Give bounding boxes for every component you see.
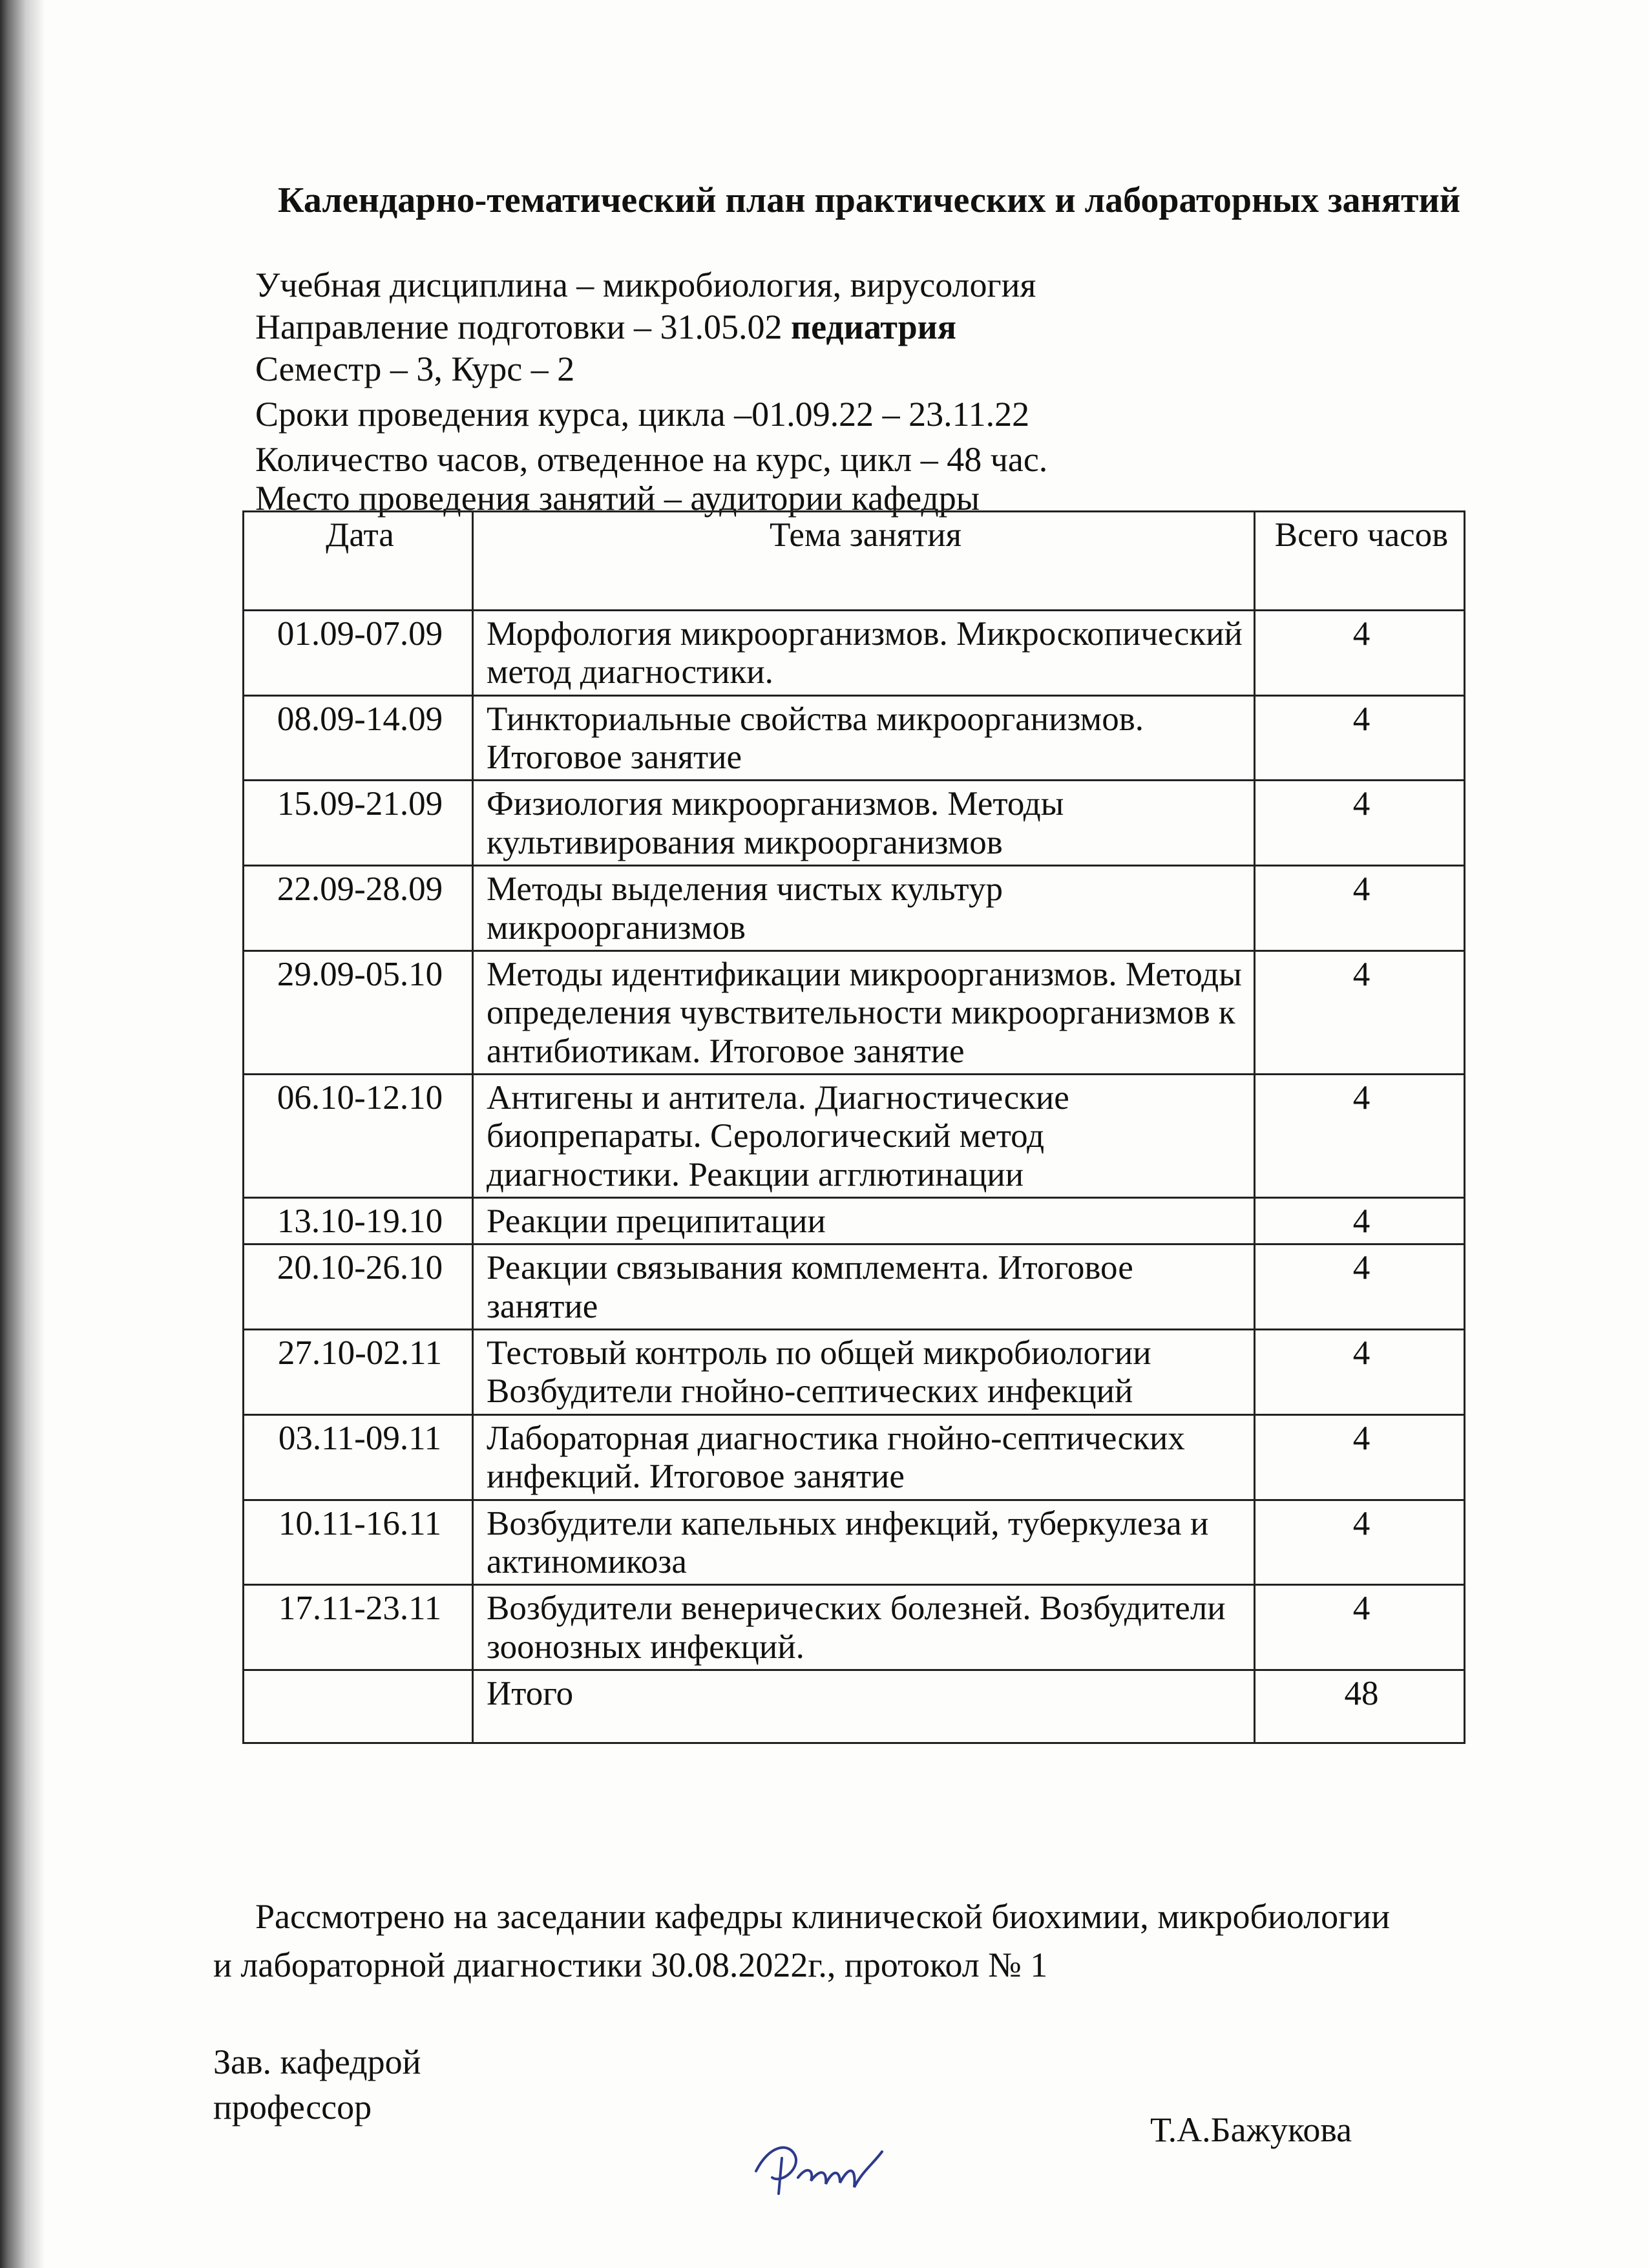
- hours-cell: 4: [1255, 866, 1465, 951]
- topic-cell: Реакции преципитации: [473, 1198, 1255, 1244]
- date-cell: 10.11-16.11: [244, 1500, 473, 1585]
- date-cell: 08.09-14.09: [244, 695, 473, 781]
- total-row: [244, 1670, 1465, 1743]
- direction-text: Направление подготовки – 31.05.02: [255, 308, 792, 346]
- hours-cell: 4: [1255, 1244, 1465, 1330]
- hours-cell: 4: [1255, 1414, 1465, 1500]
- document-title: Календарно-тематический план практических и лабораторных занятий: [278, 180, 1461, 220]
- date-cell: 22.09-28.09: [244, 866, 473, 951]
- date-cell: 03.11-09.11: [244, 1414, 473, 1500]
- hours-cell: 4: [1255, 1198, 1465, 1244]
- table-row: [244, 1198, 1465, 1244]
- date-cell: 15.09-21.09: [244, 781, 473, 866]
- table-row: [244, 1414, 1465, 1500]
- topic-cell: Возбудители венерических болезней. Возбудители зоонозных инфекций.: [473, 1585, 1255, 1670]
- topic-cell: Возбудители капельных инфекций, туберкулеза и актиномикоза: [473, 1500, 1255, 1585]
- table-row: [244, 611, 1465, 696]
- topic-cell: Реакции связывания комплемента. Итоговое занятие: [473, 1244, 1255, 1330]
- hours-cell: 4: [1255, 611, 1465, 696]
- table-row: [244, 781, 1465, 866]
- scan-edge-shadow: [0, 0, 45, 2268]
- approval-line-1: Рассмотрено на заседании кафедры клинической биохимии, микробиологии: [255, 1897, 1391, 1936]
- date-cell: 17.11-23.11: [244, 1585, 473, 1670]
- table-row: [244, 950, 1465, 1074]
- total-label: Итого: [473, 1670, 1255, 1743]
- topic-cell: Антигены и антитела. Диагностические биопрепараты. Серологический метод диагностики. Реакции агглютинации: [473, 1074, 1255, 1197]
- topic-cell: Методы идентификации микроорганизмов. Методы определения чувствительности микроорганизмов к антибиотикам. Итоговое занятие: [473, 950, 1255, 1074]
- semester-line: Семестр – 3, Курс – 2: [255, 350, 575, 388]
- date-cell: 13.10-19.10: [244, 1198, 473, 1244]
- schedule-table: [242, 510, 1465, 1744]
- hours-cell: 4: [1255, 950, 1465, 1074]
- header-date: Дата: [244, 512, 473, 611]
- discipline-line: Учебная дисциплина – микробиология, вирусология: [255, 266, 1036, 304]
- hours-cell: 4: [1255, 1500, 1465, 1585]
- hours-cell: 4: [1255, 1585, 1465, 1670]
- hours-line: Количество часов, отведенное на курс, цикл – 48 час.: [255, 440, 1048, 479]
- table-row: [244, 1585, 1465, 1670]
- signer-name: Т.А.Бажукова: [1150, 2110, 1352, 2149]
- total-hours: 48: [1255, 1670, 1465, 1743]
- header-hours: Всего часов: [1255, 512, 1465, 611]
- topic-cell: Лабораторная диагностика гнойно-септических инфекций. Итоговое занятие: [473, 1414, 1255, 1500]
- date-cell: 20.10-26.10: [244, 1244, 473, 1330]
- hours-cell: 4: [1255, 695, 1465, 781]
- topic-cell: Морфология микроорганизмов. Микроскопический метод диагностики.: [473, 611, 1255, 696]
- direction-line: [255, 307, 956, 347]
- hours-cell: 4: [1255, 1330, 1465, 1415]
- table-row: [244, 1244, 1465, 1330]
- head-title: профессор: [213, 2088, 372, 2126]
- header-topic: Тема занятия: [473, 512, 1255, 611]
- table-header-row: [244, 512, 1465, 611]
- dates-line: Сроки проведения курса, цикла –01.09.22 – 23.11.22: [255, 395, 1030, 434]
- table-row: [244, 1330, 1465, 1415]
- head-position: Зав. кафедрой: [213, 2042, 421, 2081]
- date-cell: 29.09-05.10: [244, 950, 473, 1074]
- hours-cell: 4: [1255, 1074, 1465, 1197]
- table-row: [244, 1500, 1465, 1585]
- approval-line-2: и лабораторной диагностики 30.08.2022г., протокол № 1: [213, 1946, 1048, 1984]
- table-row: [244, 866, 1465, 951]
- hours-cell: 4: [1255, 781, 1465, 866]
- date-cell: 01.09-07.09: [244, 611, 473, 696]
- topic-cell: Тестовый контроль по общей микробиологии Возбудители гнойно-септических инфекций: [473, 1330, 1255, 1415]
- handwritten-signature: [743, 2132, 898, 2203]
- table-row: [244, 1074, 1465, 1197]
- table-row: [244, 695, 1465, 781]
- direction-specialty: педиатрия: [791, 308, 956, 346]
- place-line: Место проведения занятий – аудитории кафедры: [255, 479, 980, 518]
- topic-cell: Физиология микроорганизмов. Методы культивирования микроорганизмов: [473, 781, 1255, 866]
- topic-cell: Тинкториальные свойства микроорганизмов. Итоговое занятие: [473, 695, 1255, 781]
- topic-cell: Методы выделения чистых культур микроорганизмов: [473, 866, 1255, 951]
- date-cell: 27.10-02.11: [244, 1330, 473, 1415]
- date-cell: 06.10-12.10: [244, 1074, 473, 1197]
- total-empty-cell: [244, 1670, 473, 1743]
